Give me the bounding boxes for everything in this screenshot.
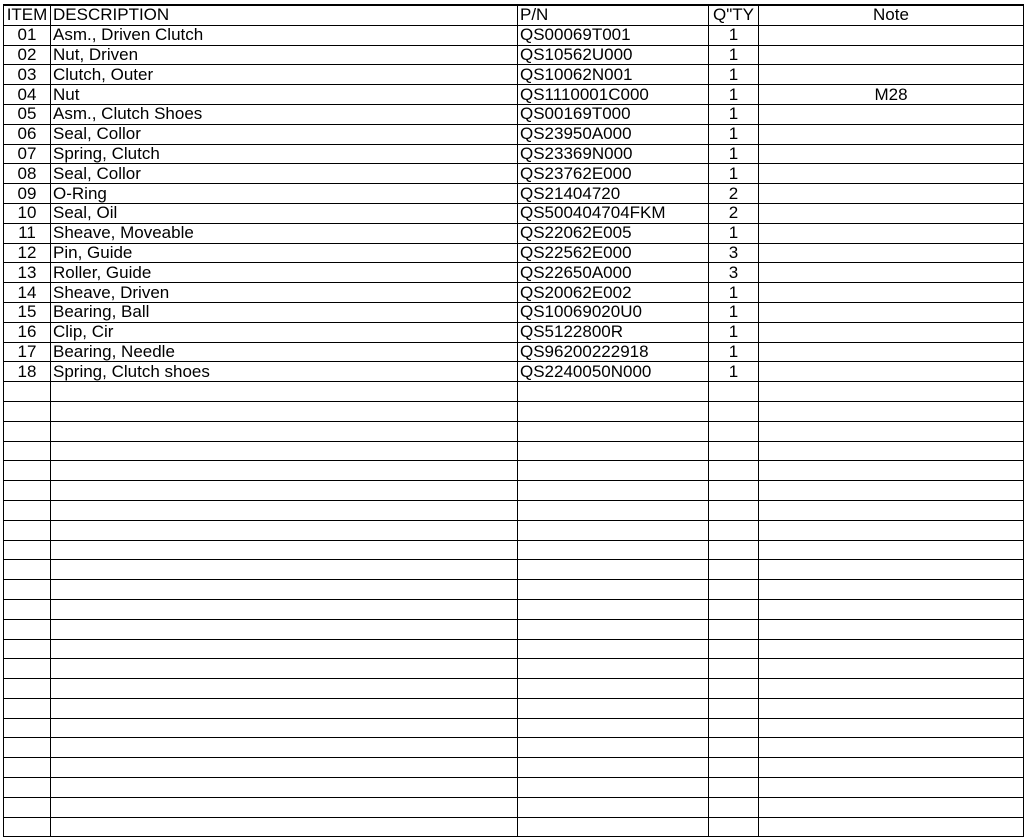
item-cell <box>4 619 51 639</box>
header-row <box>4 5 1024 25</box>
item-cell: 03 <box>4 65 51 85</box>
item-cell: 08 <box>4 164 51 184</box>
item-cell: 01 <box>4 25 51 45</box>
item-cell: 12 <box>4 243 51 263</box>
part-number-cell: QS23762E000 <box>518 164 709 184</box>
table-row <box>4 698 1024 718</box>
part-number-cell: QS22562E000 <box>518 243 709 263</box>
table-row <box>4 580 1024 600</box>
note-cell <box>759 679 1024 699</box>
note-cell <box>759 25 1024 45</box>
quantity-cell <box>709 718 759 738</box>
note-cell <box>759 104 1024 124</box>
note-cell <box>759 718 1024 738</box>
table-row <box>4 164 1024 184</box>
part-number-cell <box>518 619 709 639</box>
item-cell <box>4 520 51 540</box>
item-cell: 17 <box>4 342 51 362</box>
table-row <box>4 104 1024 124</box>
item-cell <box>4 659 51 679</box>
note-cell <box>759 738 1024 758</box>
part-number-cell <box>518 441 709 461</box>
description-cell <box>51 481 518 501</box>
header-description: DESCRIPTION <box>51 5 518 25</box>
note-cell <box>759 322 1024 342</box>
description-cell <box>51 817 518 837</box>
quantity-cell <box>709 698 759 718</box>
table-row <box>4 738 1024 758</box>
note-cell <box>759 797 1024 817</box>
table-row <box>4 461 1024 481</box>
item-cell <box>4 560 51 580</box>
quantity-cell <box>709 500 759 520</box>
part-number-cell: QS10069020U0 <box>518 302 709 322</box>
description-cell: Asm., Driven Clutch <box>51 25 518 45</box>
quantity-cell <box>709 580 759 600</box>
item-cell: 16 <box>4 322 51 342</box>
table-row <box>4 342 1024 362</box>
quantity-cell <box>709 679 759 699</box>
note-cell <box>759 45 1024 65</box>
item-cell <box>4 441 51 461</box>
note-cell <box>759 124 1024 144</box>
item-cell: 06 <box>4 124 51 144</box>
description-cell <box>51 580 518 600</box>
note-cell <box>759 500 1024 520</box>
note-cell <box>759 659 1024 679</box>
part-number-cell <box>518 421 709 441</box>
item-cell <box>4 481 51 501</box>
quantity-cell <box>709 758 759 778</box>
table-row <box>4 679 1024 699</box>
note-cell <box>759 401 1024 421</box>
item-cell <box>4 797 51 817</box>
table-row <box>4 817 1024 837</box>
item-cell: 14 <box>4 283 51 303</box>
header-quantity: Q"TY <box>709 5 759 25</box>
description-cell <box>51 500 518 520</box>
quantity-cell <box>709 540 759 560</box>
note-cell <box>759 560 1024 580</box>
description-cell: Sheave, Moveable <box>51 223 518 243</box>
part-number-cell: QS20062E002 <box>518 283 709 303</box>
quantity-cell: 1 <box>709 164 759 184</box>
quantity-cell <box>709 817 759 837</box>
description-cell <box>51 401 518 421</box>
description-cell: Spring, Clutch shoes <box>51 362 518 382</box>
part-number-cell: QS23950A000 <box>518 124 709 144</box>
description-cell <box>51 560 518 580</box>
note-cell <box>759 382 1024 402</box>
part-number-cell <box>518 560 709 580</box>
item-cell: 11 <box>4 223 51 243</box>
table-row <box>4 243 1024 263</box>
item-cell <box>4 639 51 659</box>
part-number-cell <box>518 738 709 758</box>
part-number-cell <box>518 580 709 600</box>
table-row <box>4 421 1024 441</box>
item-cell: 10 <box>4 203 51 223</box>
table-row <box>4 718 1024 738</box>
note-cell <box>759 698 1024 718</box>
description-cell <box>51 679 518 699</box>
table-row <box>4 322 1024 342</box>
table-row <box>4 144 1024 164</box>
quantity-cell <box>709 797 759 817</box>
parts-list-body <box>4 5 1024 837</box>
description-cell <box>51 797 518 817</box>
note-cell <box>759 362 1024 382</box>
part-number-cell <box>518 461 709 481</box>
note-cell <box>759 184 1024 204</box>
part-number-cell <box>518 679 709 699</box>
description-cell <box>51 441 518 461</box>
quantity-cell: 3 <box>709 243 759 263</box>
table-row <box>4 481 1024 501</box>
description-cell <box>51 461 518 481</box>
table-row <box>4 283 1024 303</box>
note-cell <box>759 243 1024 263</box>
table-row <box>4 223 1024 243</box>
note-cell <box>759 520 1024 540</box>
table-row <box>4 441 1024 461</box>
item-cell <box>4 421 51 441</box>
description-cell: Nut <box>51 85 518 105</box>
table-row <box>4 639 1024 659</box>
item-cell: 18 <box>4 362 51 382</box>
note-cell: M28 <box>759 85 1024 105</box>
table-row <box>4 540 1024 560</box>
description-cell: Clutch, Outer <box>51 65 518 85</box>
table-row <box>4 659 1024 679</box>
item-cell: 07 <box>4 144 51 164</box>
note-cell <box>759 778 1024 798</box>
part-number-cell <box>518 797 709 817</box>
table-row <box>4 619 1024 639</box>
table-row <box>4 25 1024 45</box>
table-row <box>4 797 1024 817</box>
note-cell <box>759 619 1024 639</box>
table-row <box>4 520 1024 540</box>
part-number-cell <box>518 382 709 402</box>
note-cell <box>759 144 1024 164</box>
description-cell <box>51 738 518 758</box>
part-number-cell: QS00169T000 <box>518 104 709 124</box>
quantity-cell <box>709 382 759 402</box>
part-number-cell <box>518 758 709 778</box>
note-cell <box>759 817 1024 837</box>
quantity-cell: 1 <box>709 65 759 85</box>
note-cell <box>759 758 1024 778</box>
table-row <box>4 85 1024 105</box>
note-cell <box>759 540 1024 560</box>
description-cell <box>51 698 518 718</box>
part-number-cell: QS500404704FKM <box>518 203 709 223</box>
item-cell: 13 <box>4 263 51 283</box>
quantity-cell <box>709 599 759 619</box>
quantity-cell: 1 <box>709 362 759 382</box>
part-number-cell <box>518 639 709 659</box>
quantity-cell <box>709 461 759 481</box>
table-row <box>4 362 1024 382</box>
quantity-cell <box>709 560 759 580</box>
part-number-cell: QS00069T001 <box>518 25 709 45</box>
header-note: Note <box>759 5 1024 25</box>
part-number-cell <box>518 698 709 718</box>
table-row <box>4 45 1024 65</box>
part-number-cell <box>518 520 709 540</box>
item-cell <box>4 500 51 520</box>
quantity-cell: 1 <box>709 223 759 243</box>
header-item: ITEM <box>4 5 51 25</box>
note-cell <box>759 283 1024 303</box>
quantity-cell: 1 <box>709 25 759 45</box>
item-cell: 04 <box>4 85 51 105</box>
quantity-cell <box>709 639 759 659</box>
table-row <box>4 560 1024 580</box>
description-cell: Clip, Cir <box>51 322 518 342</box>
note-cell <box>759 302 1024 322</box>
item-cell <box>4 461 51 481</box>
item-cell: 15 <box>4 302 51 322</box>
description-cell: Seal, Collor <box>51 124 518 144</box>
note-cell <box>759 599 1024 619</box>
description-cell: Asm., Clutch Shoes <box>51 104 518 124</box>
part-number-cell: QS10562U000 <box>518 45 709 65</box>
quantity-cell: 2 <box>709 203 759 223</box>
part-number-cell: QS10062N001 <box>518 65 709 85</box>
part-number-cell <box>518 401 709 421</box>
description-cell <box>51 421 518 441</box>
table-row <box>4 758 1024 778</box>
note-cell <box>759 263 1024 283</box>
description-cell: Seal, Collor <box>51 164 518 184</box>
note-cell <box>759 639 1024 659</box>
part-number-cell: QS21404720 <box>518 184 709 204</box>
table-row <box>4 65 1024 85</box>
description-cell: Sheave, Driven <box>51 283 518 303</box>
item-cell <box>4 382 51 402</box>
table-row <box>4 302 1024 322</box>
quantity-cell <box>709 659 759 679</box>
parts-list-table <box>3 4 1024 837</box>
quantity-cell: 1 <box>709 322 759 342</box>
table-row <box>4 184 1024 204</box>
table-row <box>4 401 1024 421</box>
part-number-cell: QS23369N000 <box>518 144 709 164</box>
quantity-cell: 1 <box>709 124 759 144</box>
description-cell <box>51 599 518 619</box>
part-number-cell <box>518 540 709 560</box>
description-cell: Bearing, Needle <box>51 342 518 362</box>
quantity-cell: 2 <box>709 184 759 204</box>
quantity-cell <box>709 401 759 421</box>
description-cell: Seal, Oil <box>51 203 518 223</box>
description-cell: Nut, Driven <box>51 45 518 65</box>
item-cell <box>4 540 51 560</box>
item-cell <box>4 718 51 738</box>
table-row <box>4 124 1024 144</box>
note-cell <box>759 580 1024 600</box>
quantity-cell <box>709 738 759 758</box>
note-cell <box>759 164 1024 184</box>
item-cell <box>4 738 51 758</box>
item-cell <box>4 698 51 718</box>
description-cell <box>51 778 518 798</box>
item-cell: 05 <box>4 104 51 124</box>
note-cell <box>759 203 1024 223</box>
note-cell <box>759 342 1024 362</box>
table-row <box>4 382 1024 402</box>
item-cell <box>4 817 51 837</box>
description-cell: Pin, Guide <box>51 243 518 263</box>
quantity-cell <box>709 421 759 441</box>
part-number-cell: QS5122800R <box>518 322 709 342</box>
quantity-cell <box>709 520 759 540</box>
quantity-cell: 1 <box>709 45 759 65</box>
part-number-cell: QS2240050N000 <box>518 362 709 382</box>
item-cell: 02 <box>4 45 51 65</box>
description-cell <box>51 382 518 402</box>
item-cell: 09 <box>4 184 51 204</box>
table-row <box>4 599 1024 619</box>
description-cell: O-Ring <box>51 184 518 204</box>
note-cell <box>759 65 1024 85</box>
part-number-cell: QS22062E005 <box>518 223 709 243</box>
item-cell <box>4 401 51 421</box>
quantity-cell <box>709 778 759 798</box>
item-cell <box>4 778 51 798</box>
quantity-cell <box>709 441 759 461</box>
part-number-cell <box>518 778 709 798</box>
part-number-cell: QS96200222918 <box>518 342 709 362</box>
part-number-cell <box>518 481 709 501</box>
table-row <box>4 263 1024 283</box>
part-number-cell: QS22650A000 <box>518 263 709 283</box>
part-number-cell <box>518 500 709 520</box>
item-cell <box>4 758 51 778</box>
quantity-cell <box>709 619 759 639</box>
part-number-cell: QS1110001C000 <box>518 85 709 105</box>
quantity-cell: 1 <box>709 104 759 124</box>
quantity-cell <box>709 481 759 501</box>
quantity-cell: 1 <box>709 302 759 322</box>
quantity-cell: 1 <box>709 144 759 164</box>
description-cell: Bearing, Ball <box>51 302 518 322</box>
description-cell <box>51 520 518 540</box>
note-cell <box>759 441 1024 461</box>
quantity-cell: 1 <box>709 85 759 105</box>
note-cell <box>759 481 1024 501</box>
quantity-cell: 1 <box>709 283 759 303</box>
part-number-cell <box>518 718 709 738</box>
item-cell <box>4 580 51 600</box>
note-cell <box>759 461 1024 481</box>
table-row <box>4 778 1024 798</box>
part-number-cell <box>518 599 709 619</box>
description-cell: Spring, Clutch <box>51 144 518 164</box>
note-cell <box>759 421 1024 441</box>
part-number-cell <box>518 659 709 679</box>
item-cell <box>4 679 51 699</box>
description-cell <box>51 659 518 679</box>
item-cell <box>4 599 51 619</box>
description-cell <box>51 758 518 778</box>
description-cell <box>51 619 518 639</box>
header-part-number: P/N <box>518 5 709 25</box>
part-number-cell <box>518 817 709 837</box>
description-cell <box>51 639 518 659</box>
description-cell: Roller, Guide <box>51 263 518 283</box>
note-cell <box>759 223 1024 243</box>
description-cell <box>51 718 518 738</box>
description-cell <box>51 540 518 560</box>
table-row <box>4 203 1024 223</box>
quantity-cell: 1 <box>709 342 759 362</box>
quantity-cell: 3 <box>709 263 759 283</box>
table-row <box>4 500 1024 520</box>
